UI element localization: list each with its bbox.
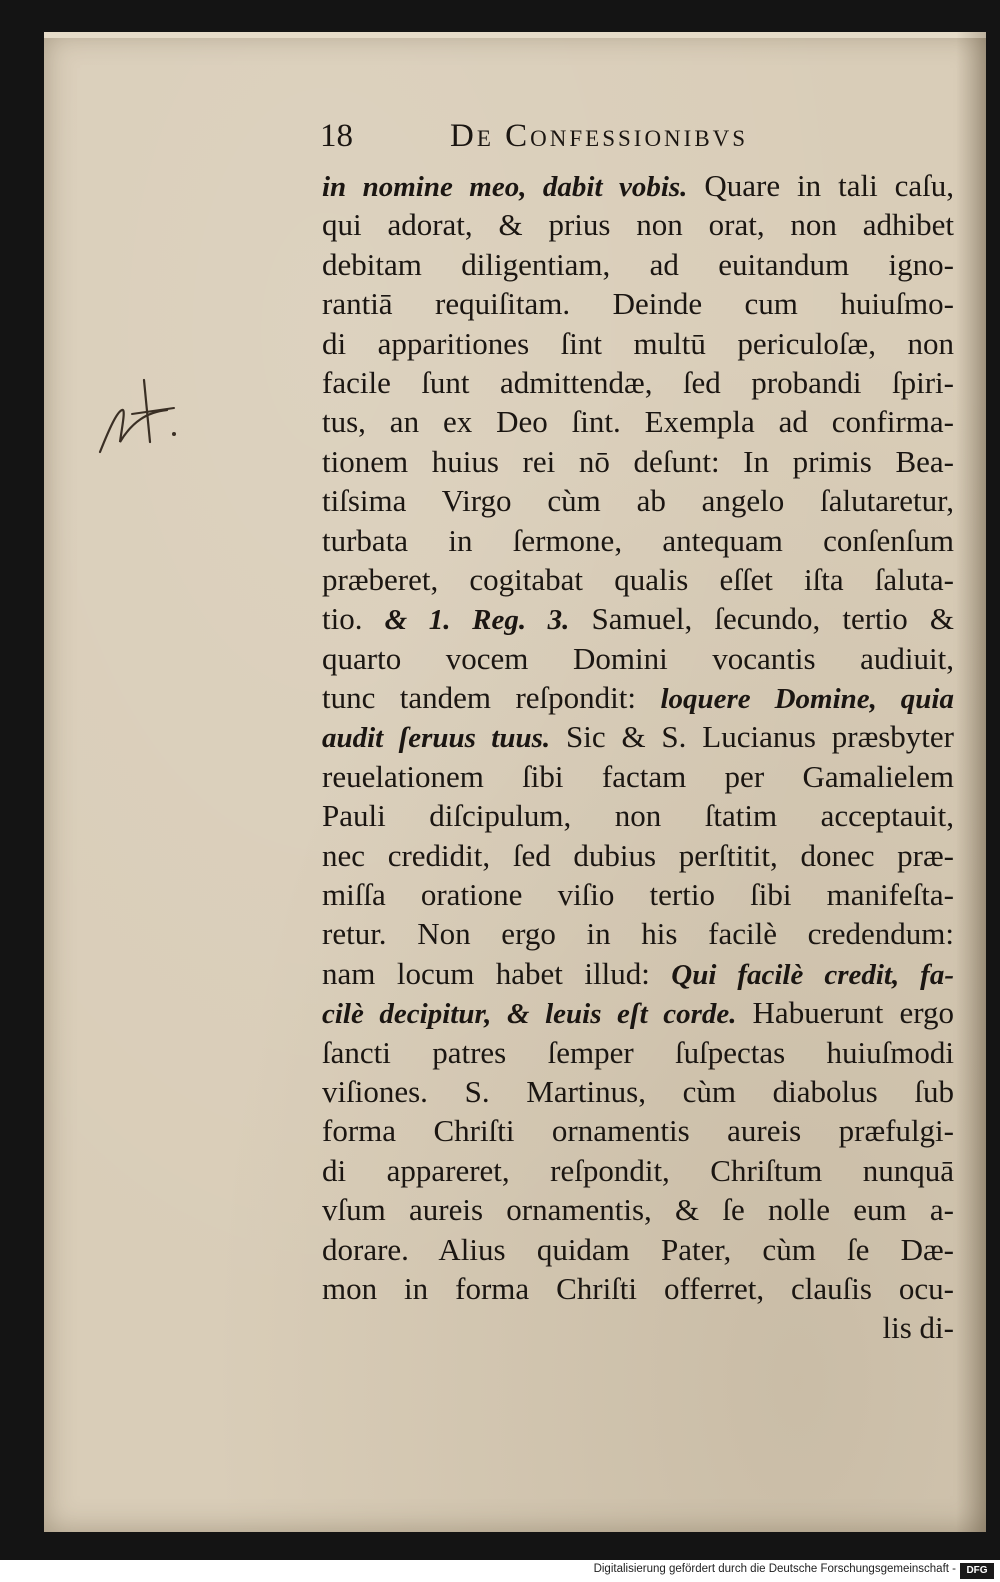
text-line — [322, 639, 954, 678]
text-line — [322, 757, 954, 796]
text-line — [322, 1190, 954, 1229]
dfg-logo-icon: DFG — [960, 1563, 994, 1579]
text-run: ſancti patres ſemper ſuſpectas huiuſmodi — [322, 1034, 954, 1070]
page-right-edge — [956, 32, 986, 1532]
text-line — [322, 836, 954, 875]
text-line — [322, 363, 954, 402]
text-line — [322, 993, 954, 1032]
text-line — [322, 954, 954, 993]
italic-text-run: Qui facilè credit, fa- — [671, 958, 954, 991]
text-run: tio. — [322, 601, 385, 637]
running-head — [320, 118, 840, 158]
text-line — [322, 717, 954, 756]
text-line — [322, 245, 954, 284]
text-run: Habuerunt ergo — [736, 995, 954, 1031]
text-line — [322, 560, 954, 599]
text-run: tus, an ex Deo ſint. Exempla ad confirma- — [322, 404, 954, 440]
italic-text-run: in nomine meo, dabit vobis. — [322, 171, 688, 203]
italic-text-run: & 1. Reg. 3. — [384, 604, 570, 637]
text-run: Samuel, ſecundo, tertio & — [569, 601, 955, 637]
text-run: debitam diligentiam, ad euitandum igno- — [322, 246, 954, 282]
text-run: facile ſunt admittendæ, ſed probandi ſpiri- — [322, 364, 954, 400]
text-run: quarto vocem Domini vocantis audiuit, — [322, 640, 954, 676]
page-number: 18 — [320, 118, 353, 154]
text-line — [322, 796, 954, 835]
text-run: rantiā requiſitam. Deinde cum huiuſmo- — [322, 286, 954, 322]
italic-text-run: loquere Domine, quia — [660, 683, 954, 716]
text-line — [322, 205, 954, 244]
text-run: di apparitiones ſint multū periculoſæ, non — [322, 325, 954, 361]
text-run: miſſa oratione viſio tertio ſibi manifeſta- — [322, 877, 954, 913]
text-run: Quare in tali caſu, — [687, 168, 955, 203]
text-line — [322, 914, 954, 953]
text-line — [322, 678, 954, 717]
text-run: tunc tandem reſpondit: — [322, 680, 661, 716]
catchword: lis di- — [882, 1310, 954, 1346]
text-line — [322, 1111, 954, 1150]
text-run: Sic & S. Lucianus præsbyter — [550, 719, 955, 755]
text-run: turbata in ſermone, antequam conſenſum — [322, 522, 954, 558]
running-title: De Confessionibvs — [450, 118, 749, 154]
funding-credit: Digitalisierung gefördert durch die Deutsche Forschungsgemeinschaft - — [593, 1563, 956, 1575]
text-run: nam locum habet illud: — [322, 955, 672, 991]
text-line — [322, 1072, 954, 1111]
text-run: di appareret, reſpondit, Chriſtum nunquā — [322, 1152, 954, 1188]
text-run: dorare. Alius quidam Pater, cùm ſe Dæ- — [322, 1231, 954, 1267]
handwritten-nota-mark-icon — [92, 372, 192, 462]
text-line — [322, 324, 954, 363]
text-run: nec credidit, ſed dubius perſtitit, donec præ- — [322, 837, 954, 873]
page-top-edge — [44, 32, 986, 38]
text-run: vſum aureis ornamentis, & ſe nolle eum a- — [322, 1192, 954, 1228]
italic-text-run: audit ſeruus tuus. — [322, 722, 551, 755]
italic-text-run: cilè decipitur, & leuis eſt corde. — [322, 998, 737, 1031]
text-line — [322, 481, 954, 520]
text-line — [322, 1230, 954, 1269]
text-line — [322, 1151, 954, 1190]
text-line — [322, 1033, 954, 1072]
text-run: qui adorat, & prius non orat, non adhibet — [322, 207, 954, 243]
text-line — [322, 284, 954, 323]
text-run: tionem huius rei nō deſunt: In primis Bea- — [322, 443, 954, 479]
text-run: viſiones. S. Martinus, cùm diabolus ſub — [322, 1073, 954, 1109]
text-run: mon in forma Chriſti offerret, clauſis ocu- — [322, 1270, 954, 1306]
text-line — [322, 402, 954, 441]
footer-bar — [0, 1560, 1000, 1582]
text-line — [322, 1269, 954, 1308]
text-run: retur. Non ergo in his facilè credendum: — [322, 916, 954, 952]
text-line — [322, 521, 954, 560]
text-line — [322, 875, 954, 914]
text-line — [322, 166, 954, 205]
text-line — [322, 599, 954, 638]
text-run: reuelationem ſibi factam per Gamalielem — [322, 758, 954, 794]
text-line — [322, 442, 954, 481]
text-run: Pauli diſcipulum, non ſtatim acceptauit, — [322, 798, 954, 834]
body-text — [322, 166, 954, 1348]
text-run: forma Chriſti ornamentis aureis præfulgi- — [322, 1113, 954, 1149]
text-run: tiſsima Virgo cùm ab angelo ſalutaretur, — [322, 483, 954, 519]
text-run: præberet, cogitabat qualis eſſet iſta ſaluta- — [322, 561, 954, 597]
